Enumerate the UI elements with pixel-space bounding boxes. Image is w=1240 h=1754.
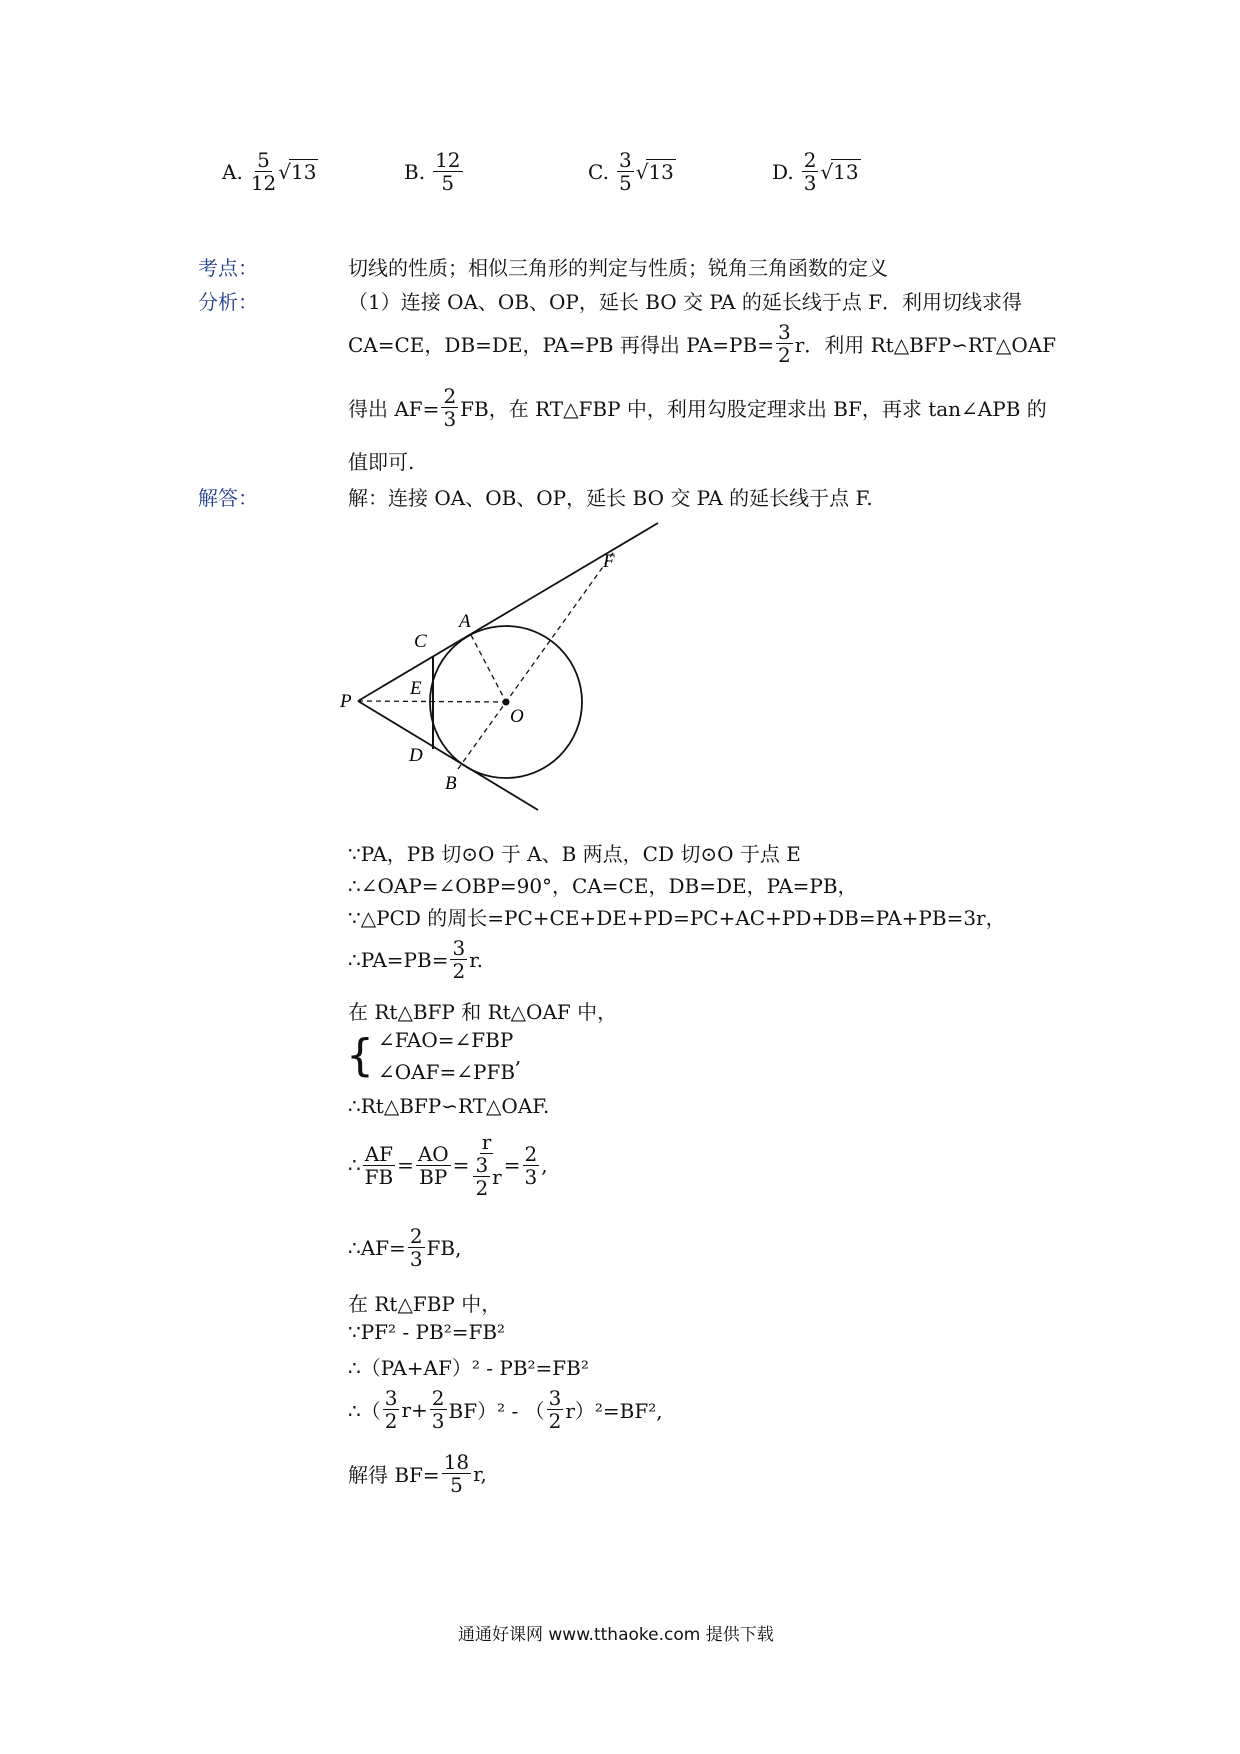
left-brace: { [346, 1030, 374, 1081]
text: = [397, 1153, 414, 1177]
jieda-text: 解：连接 OA、OB、OP，延长 BO 交 PA 的延长线于点 F. [348, 486, 873, 510]
sqrt: √13 [278, 159, 317, 184]
option-letter: C. [588, 159, 609, 184]
kaodian-label: 考点： [198, 256, 258, 280]
option-letter: D. [772, 159, 794, 184]
text: , [541, 1153, 548, 1177]
solution-step-3: ∵△PCD 的周长=PC+CE+DE+PD=PC+AC+PD+DB=PA+PB=3r， [348, 906, 1006, 930]
option-d [772, 150, 861, 193]
fraction: $\frac{3}{2}$ [384, 1386, 398, 1433]
solution-step-1: ∵PA，PB 切⊙O 于 A、B 两点，CD 切⊙O 于点 E [348, 842, 801, 866]
fraction: $\frac{2}{3}$ [431, 1386, 445, 1433]
equation: ∠FAO=∠FBP [378, 1028, 514, 1052]
footer-text: 通通好课网 www.tthaoke.com 提供下载 [458, 1625, 774, 1645]
tangent-line-pa [358, 523, 658, 701]
text: = [503, 1153, 521, 1177]
fenxi-line1: （1）连接 OA、OB、OP，延长 BO 交 PA 的延长线于点 F．利用切线求得 [348, 290, 1023, 314]
fenxi-line3 [348, 386, 1047, 429]
kaodian-text: 切线的性质；相似三角形的判定与性质；锐角三角函数的定义 [348, 256, 888, 280]
solution-step-9 [348, 1226, 461, 1269]
text: , [515, 1044, 522, 1068]
geometry-figure [340, 515, 670, 820]
option-letter: A. [222, 159, 243, 184]
label-c: C [414, 631, 427, 652]
fraction: $\frac{3}{2}$ [452, 936, 466, 983]
fraction: $\frac{3}{2}$ [777, 320, 791, 367]
text: BF）² - （ [448, 1399, 545, 1423]
fenxi-line2 [348, 322, 1056, 365]
dashed-oa [471, 635, 506, 702]
fraction: $\frac{AF}{FB}$ [364, 1141, 394, 1189]
fraction: $\frac{2}{3}$ [524, 1141, 538, 1189]
fraction: $\frac{12}{5}$ [435, 148, 461, 195]
text: 得出 AF= [348, 397, 440, 421]
option-b [404, 150, 465, 193]
fraction: $\frac{2}{3}$ [443, 384, 457, 431]
solution-step-10: 在 Rt△FBP 中， [348, 1292, 502, 1316]
fraction: $\frac{5}{12}$ [250, 148, 277, 195]
label-o: O [510, 706, 524, 727]
solution-step-12: ∴（PA+AF）² - PB²=FB² [348, 1356, 589, 1380]
solution-step-5: 在 Rt△BFP 和 Rt△OAF 中， [348, 1000, 618, 1024]
text: r. [469, 947, 483, 972]
text: r+ [401, 1397, 428, 1422]
text: = [452, 1153, 470, 1177]
option-c [588, 150, 676, 193]
solution-step-11: ∵PF² - PB²=FB² [348, 1320, 506, 1344]
label-p: P [340, 691, 352, 712]
solution-step-6-system [346, 1024, 521, 1088]
solution-step-14 [348, 1452, 487, 1495]
text: CA=CE，DB=DE，PA=PB 再得出 PA=PB= [348, 333, 774, 357]
dashed-bf [458, 550, 615, 769]
text: 解得 BF= [348, 1463, 440, 1487]
fraction: $\frac{3}{2}$ [475, 1153, 489, 1200]
solution-step-7: ∴Rt△BFP∽RT△OAF. [348, 1094, 550, 1118]
equation-system [378, 1024, 515, 1088]
fenxi-line4: 值即可. [348, 450, 415, 474]
compound-fraction: r $\frac{3}{2}$ r [475, 1130, 502, 1200]
solution-step-2: ∴∠OAP=∠OBP=90°，CA=CE，DB=DE，PA=PB， [348, 874, 858, 898]
sqrt: √13 [820, 159, 859, 184]
text: ∴AF= [348, 1235, 406, 1260]
text: r, [473, 1461, 487, 1486]
fenxi-label: 分析： [198, 290, 258, 314]
text: r）²=BF², [565, 1399, 663, 1423]
text: r．利用 Rt△BFP∽RT△OAF [794, 333, 1057, 357]
fraction: $\frac{18}{5}$ [443, 1450, 470, 1497]
label-f: F [603, 551, 615, 572]
fraction: $\frac{2}{3}$ [409, 1224, 423, 1271]
fraction: $\frac{2}{3}$ [803, 148, 817, 195]
solution-step-8 [348, 1132, 548, 1198]
dashed-op [358, 701, 506, 702]
text: ∴（ [348, 1399, 381, 1423]
label-e: E [410, 678, 422, 699]
solution-step-13 [348, 1388, 663, 1431]
fraction: $\frac{3}{2}$ [548, 1386, 562, 1433]
label-d: D [409, 745, 423, 766]
text: FB，在 RT△FBP 中，利用勾股定理求出 BF，再求 tan∠APB 的 [460, 397, 1047, 421]
text: ∴ [348, 1153, 361, 1177]
text: ∴PA=PB= [348, 947, 449, 972]
equation: ∠OAF=∠PFB [378, 1060, 516, 1084]
option-a [222, 150, 318, 193]
sqrt: √13 [635, 159, 674, 184]
option-letter: B. [404, 159, 426, 184]
label-a: A [459, 611, 471, 632]
fraction: $\frac{AO}{BP}$ [417, 1141, 449, 1189]
fraction: $\frac{3}{5}$ [618, 148, 632, 195]
center-point [503, 699, 510, 706]
jieda-label: 解答： [198, 486, 258, 510]
label-b: B [445, 773, 457, 794]
solution-step-4 [348, 938, 483, 981]
text: FB, [426, 1235, 462, 1260]
